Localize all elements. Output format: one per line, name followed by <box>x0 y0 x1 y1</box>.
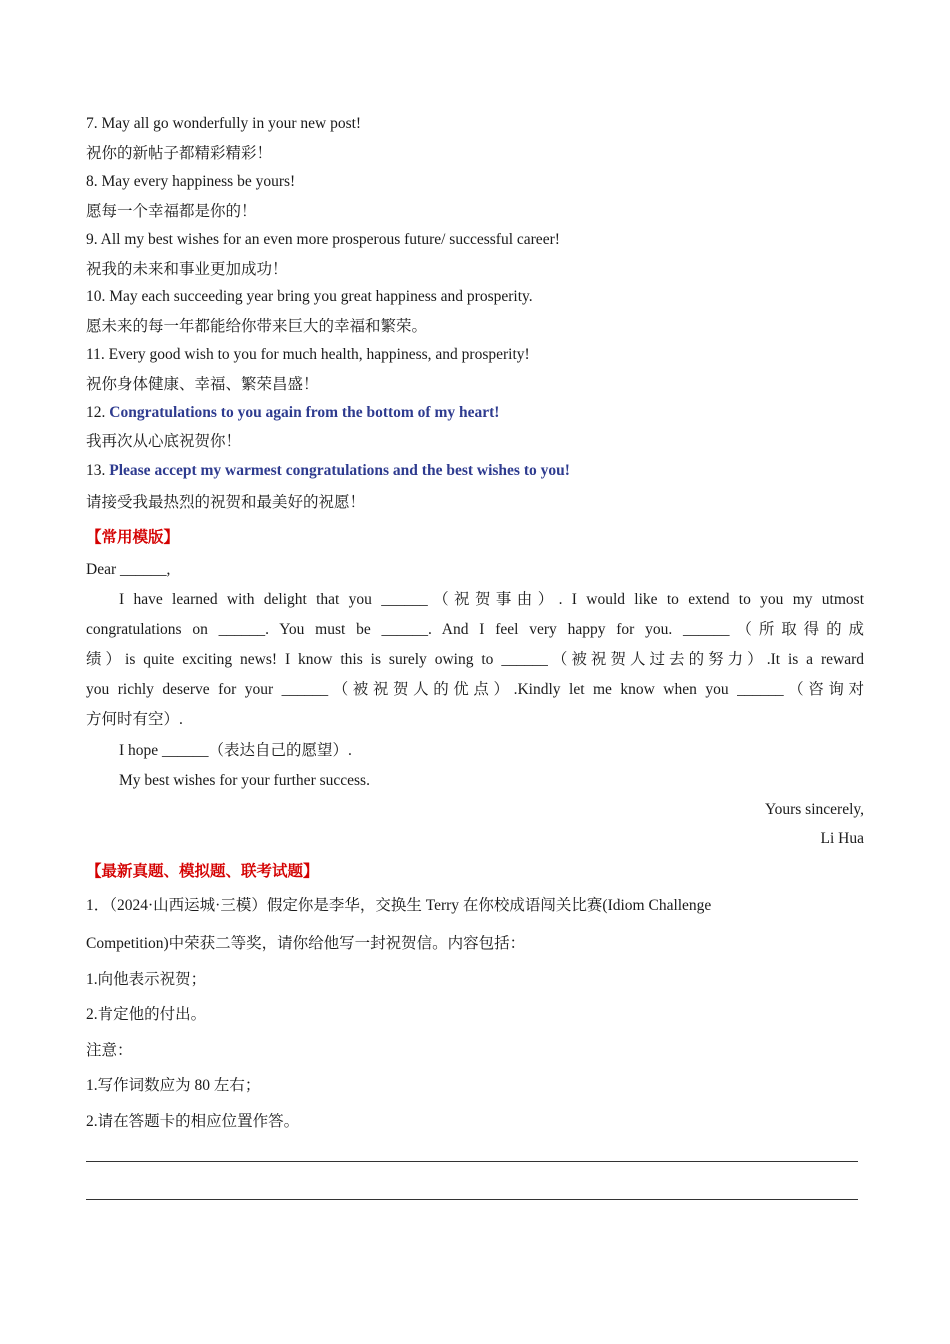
note-label: 注意： <box>86 1042 133 1059</box>
salutation: Dear ______, <box>86 561 171 578</box>
hope-line: I hope ______（表达自己的愿望）. <box>119 742 352 759</box>
phrase-zh: 我再次从心底祝贺你！ <box>86 433 242 450</box>
body-line: I have learned with delight that you ______（祝贺事由）. I would like to extend to you my utmost <box>119 591 864 608</box>
question-text: Competition)中荣获二等奖，请你给他写一封祝贺信。内容包括： <box>86 935 526 952</box>
answer-line[interactable] <box>86 1199 858 1200</box>
body-line: 绩）is quite exciting news! I know this is surely owing to ______（被祝贺人过去的努力）.It is a reward <box>86 651 864 668</box>
highlight-phrase <box>86 403 499 423</box>
phrase-zh: 祝你身体健康、幸福、繁荣昌盛！ <box>86 376 319 393</box>
body-line: congratulations on ______. You must be ______. And I feel very happy for you. ______（所取得的成 <box>86 621 864 638</box>
question-text: 1．（2024·山西运城·三模）假定你是李华，交换生 Terry 在你校成语闯关比赛(Idiom Challenge <box>86 897 712 914</box>
phrase-number: 12. <box>86 404 106 421</box>
signature: Li Hua <box>820 830 864 847</box>
phrase-zh: 祝我的未来和事业更加成功！ <box>86 261 288 278</box>
phrase-en: 7. May all go wonderfully in your new post! <box>86 115 362 132</box>
content-point: 1.向他表示祝贺； <box>86 971 207 988</box>
exam-heading: 【最新真题、模拟题、联考试题】 <box>86 863 319 880</box>
template-heading: 【常用模版】 <box>86 529 180 546</box>
note-item: 1.写作词数应为 80 左右； <box>86 1077 261 1094</box>
body-line: you richly deserve for your ______（被祝贺人的优点）.Kindly let me know when you ______（咨询对 <box>86 681 864 698</box>
phrase-en-highlight: Please accept my warmest congratulations and the best wishes to you! <box>109 462 570 479</box>
answer-line[interactable] <box>86 1161 858 1162</box>
phrase-zh: 愿未来的每一年都能给你带来巨大的幸福和繁荣。 <box>86 318 428 335</box>
phrase-en: 11. Every good wish to you for much health, happiness, and prosperity! <box>86 346 530 363</box>
phrase-en: 9. All my best wishes for an even more prosperous future/ successful career! <box>86 231 560 248</box>
phrase-en-highlight: Congratulations to you again from the bottom of my heart! <box>109 404 500 421</box>
phrase-en: 8. May every happiness be yours! <box>86 173 296 190</box>
phrase-en: 10. May each succeeding year bring you great happiness and prosperity. <box>86 288 533 305</box>
body-line: 方何时有空）. <box>86 711 183 728</box>
highlight-phrase <box>86 461 570 481</box>
closing: Yours sincerely, <box>764 801 864 818</box>
phrase-zh: 请接受我最热烈的祝贺和最美好的祝愿！ <box>86 494 366 511</box>
phrase-zh: 祝你的新帖子都精彩精彩！ <box>86 145 273 162</box>
note-item: 2.请在答题卡的相应位置作答。 <box>86 1113 300 1130</box>
content-point: 2.肯定他的付出。 <box>86 1006 207 1023</box>
phrase-zh: 愿每一个幸福都是你的！ <box>86 203 257 220</box>
wishes-line: My best wishes for your further success. <box>119 772 370 789</box>
phrase-number: 13. <box>86 462 106 479</box>
